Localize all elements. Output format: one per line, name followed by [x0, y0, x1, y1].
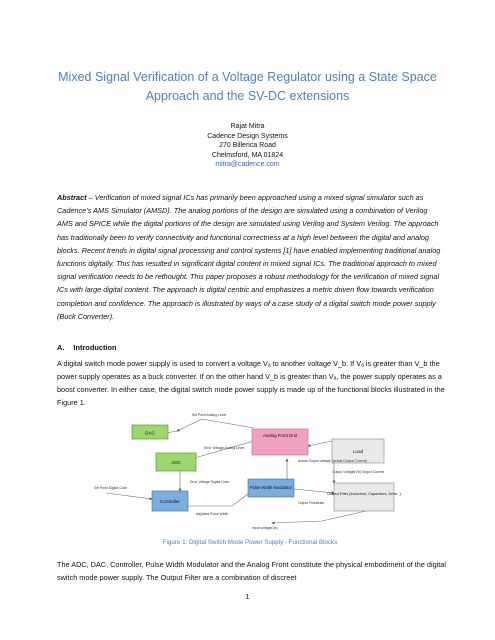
- label-adjusted-pulse: Adjusted Pulse Width: [196, 512, 229, 516]
- abstract-text: – Verification of mixed signal ICs has primarily been approached using a mixed signal simulator such as Cadence’s AMS Simulator (AMSD). The analog portions of the design are simulated using a combination of Verilog AMS and SPICE while the digital portions of the design are simulated using Verilog and System Verilog. The approach has traditionally been to verify connectivity and functional correctness at a high level between the digital and analog blocks. Recent trends in digital signal processing and control systems [1] have enabled implementing traditional analog functions digitally. This has resulted in significant digital content in mixed signal ICs. The traditional approach to mixed signal verification needs to be rethought. This paper proposes a robust methodology for the verification of mixed signal ICs with large digital content. The approach is digital centric and emphasizes a metric driven flow towards verification completion and confidence. The approach is illustrated by ways of a case study of a digital switch mode power supply (Buck Converter).: [57, 193, 441, 321]
- line-load-afe: [308, 441, 332, 446]
- author-name: Rajat Mitra: [230, 123, 265, 130]
- author-street: 270 Billerica Road: [219, 142, 276, 150]
- label-error-voltage-analog: Error Voltage Analog Level: [204, 446, 245, 450]
- section-letter: A.: [57, 343, 65, 352]
- filter-label: Output Filter (Inductors, Capacitors, Drive..): [327, 492, 401, 496]
- label-input-voltage: Input voltage(Va): [252, 526, 278, 530]
- body-paragraph: The ADC, DAC, Controller, Pulse Width Modulator and the Analog Front constitute the physical embodiment of the digital switch mode power supply. The Output Filter are a combination of discreet: [57, 560, 446, 583]
- author-block: [100, 122, 395, 170]
- line-afe-dac: [177, 419, 254, 431]
- line-setpoint-controller: [106, 493, 152, 499]
- line-controller-pwm: [188, 491, 252, 506]
- author-city: Chelmsford, MA 01824: [211, 151, 284, 159]
- dac-label: DAC: [145, 430, 155, 436]
- section-title: Introduction: [73, 343, 117, 352]
- paper-title: Mixed Signal Verification of a Voltage Regulator using a State Space Approach and the SV-DC extensions: [58, 70, 437, 103]
- adc-label: ADC: [171, 460, 181, 465]
- label-set-point-digital: Set Point Digital Code: [94, 486, 128, 490]
- label-actual-output: Actual Output Voltage (Actual Output Current): [298, 459, 367, 463]
- section-heading: [57, 343, 126, 352]
- line-input-filter: [272, 511, 366, 523]
- figure-caption: Figure 1: Digital Switch Mode Power Supply - Functional Blocks: [162, 539, 338, 546]
- filter-block: [334, 483, 394, 511]
- figure-block-diagram: [92, 411, 402, 531]
- label-error-voltage-digital: Error Voltage Digital Code: [190, 480, 230, 484]
- page-number: 1: [245, 592, 250, 601]
- abstract: [57, 191, 443, 323]
- load-label: Load: [352, 449, 364, 454]
- afe-label: Analog Front End: [262, 433, 298, 438]
- label-output-pulsetrain: Output Pulsetrain: [298, 501, 325, 505]
- controller-label: Controller: [160, 499, 180, 504]
- label-output-voltage: Output Voltage(Vb) Output Current: [332, 470, 385, 474]
- pwm-label: Pulse Width Modulator: [249, 485, 293, 490]
- intro-paragraph: A digital switch mode power supply is used to convert a voltage Vₐ to another voltage V_b. If Vₐ is greater than V_b the power supply operates as a buck converter. If on the other hand V_b is greater than Vₐ, the power supply operates as a boost converter. In either case, the digital switch mode power supply is made up of the functional blocks illustrated in the Figure 1.: [57, 359, 445, 408]
- abstract-label: Abstract: [57, 193, 87, 202]
- author-company: Cadence Design Systems: [207, 132, 288, 140]
- author-email-link[interactable]: mitra@cadence.com: [215, 161, 280, 169]
- label-set-point-analog: Set Point Analog Level: [192, 413, 227, 417]
